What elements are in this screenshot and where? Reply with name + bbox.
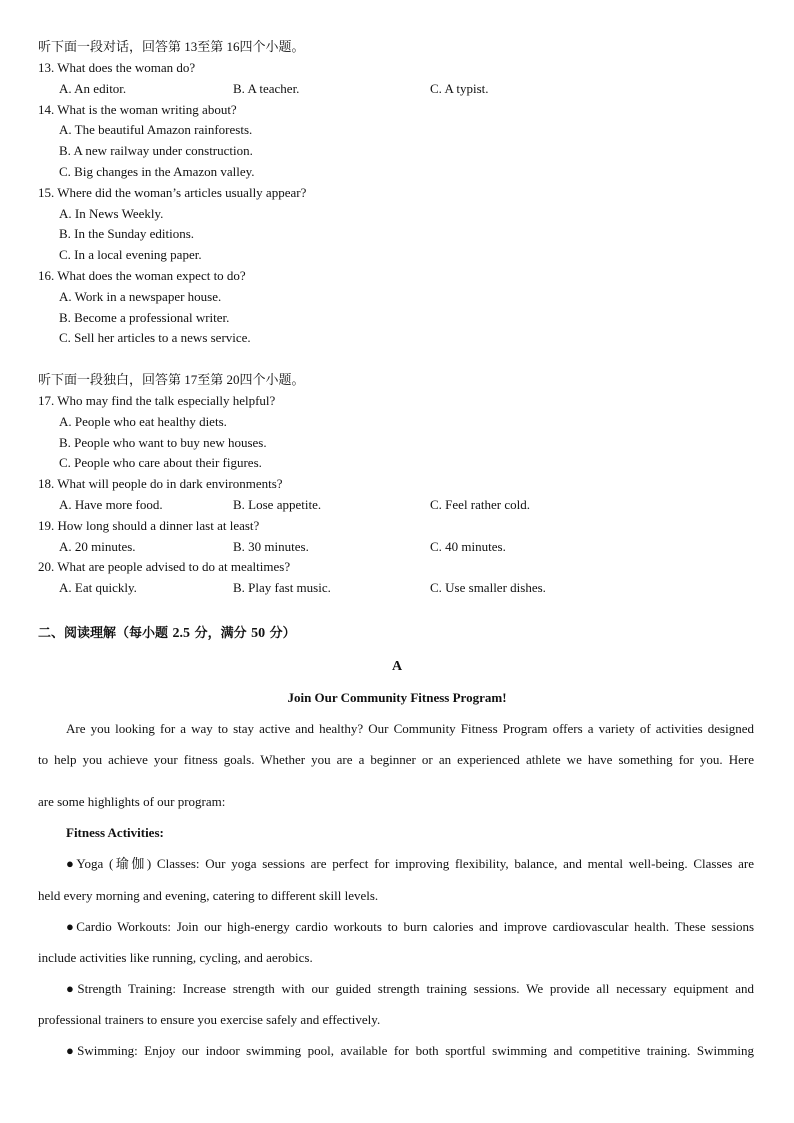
question-13-option-c: C. A typist. xyxy=(430,81,489,96)
section-heading-suffix: 分） xyxy=(269,626,296,641)
section-heading-mid: 分，满分 xyxy=(194,626,247,641)
yoga-line-2: held every morning and evening, catering to different skill levels. xyxy=(38,888,379,903)
intro-line-3: are some highlights of our program: xyxy=(38,794,226,809)
intro-line-1: Are you looking for a way to stay active and healthy? Our Community Fitness Program offers a variety of activities designed xyxy=(66,721,754,736)
question-14-option-a: A. The beautiful Amazon rainforests. xyxy=(59,122,253,137)
question-18-option-c: C. Feel rather cold. xyxy=(430,497,530,512)
question-13-stem: 13. What does the woman do? xyxy=(38,60,196,75)
dialogue-intro: 听下面一段对话，回答第 13至第 16四个小题。 xyxy=(38,39,305,54)
reading-section-heading xyxy=(38,626,296,642)
question-14-stem: 14. What is the woman writing about? xyxy=(38,102,237,117)
question-19-option-a: A. 20 minutes. xyxy=(59,539,136,554)
question-20-option-a: A. Eat quickly. xyxy=(59,580,137,595)
question-18-option-b: B. Lose appetite. xyxy=(233,497,322,512)
monologue-intro: 听下面一段独白，回答第 17至第 20四个小题。 xyxy=(38,372,305,387)
strength-line-1: ●Strength Training: Increase strength with our guided strength training sessions. We provide all necessary equipment and xyxy=(66,981,754,996)
question-15-option-c: C. In a local evening paper. xyxy=(59,247,202,262)
question-15-option-b: B. In the Sunday editions. xyxy=(59,226,195,241)
question-16-option-c: C. Sell her articles to a news service. xyxy=(59,330,251,345)
question-17-stem: 17. Who may find the talk especially helpful? xyxy=(38,393,276,408)
question-17-option-b: B. People who want to buy new houses. xyxy=(59,435,267,450)
passage-title: Join Our Community Fitness Program! xyxy=(287,690,507,705)
question-19-option-c: C. 40 minutes. xyxy=(430,539,506,554)
question-20-option-c: C. Use smaller dishes. xyxy=(430,580,546,595)
question-18-stem: 18. What will people do in dark environments? xyxy=(38,476,283,491)
strength-line-2: professional trainers to ensure you exercise safely and effectively. xyxy=(38,1012,381,1027)
question-15-stem: 15. Where did the woman’s articles usually appear? xyxy=(38,185,307,200)
question-18-option-a: A. Have more food. xyxy=(59,497,163,512)
question-20-stem: 20. What are people advised to do at mealtimes? xyxy=(38,559,291,574)
cardio-line-2: include activities like running, cycling, and aerobics. xyxy=(38,950,313,965)
section-total-score: 50 xyxy=(251,626,266,641)
section-heading-prefix: 二、阅读理解（每小题 xyxy=(38,626,169,641)
question-14-option-c: C. Big changes in the Amazon valley. xyxy=(59,164,255,179)
intro-line-2: to help you achieve your fitness goals. Whether you are a beginner or an experienced athlete we have something for you. Here xyxy=(38,752,754,767)
activities-heading: Fitness Activities: xyxy=(66,825,164,840)
yoga-line-1: ●Yoga (瑜伽) Classes: Our yoga sessions are perfect for improving flexibility, balance, and mental well-being. Classes are xyxy=(66,856,754,871)
swimming-line-1: ●Swimming: Enjoy our indoor swimming pool, available for both sportful swimming and competitive training. Swimming xyxy=(66,1043,754,1058)
question-19-option-b: B. 30 minutes. xyxy=(233,539,309,554)
question-19-stem: 19. How long should a dinner last at least? xyxy=(38,518,260,533)
question-16-option-a: A. Work in a newspaper house. xyxy=(59,289,222,304)
question-15-option-a: A. In News Weekly. xyxy=(59,206,164,221)
question-17-option-a: A. People who eat healthy diets. xyxy=(59,414,227,429)
question-14-option-b: B. A new railway under construction. xyxy=(59,143,253,158)
question-20-option-b: B. Play fast music. xyxy=(233,580,331,595)
question-17-option-c: C. People who care about their figures. xyxy=(59,455,262,470)
question-16-stem: 16. What does the woman expect to do? xyxy=(38,268,246,283)
question-13-option-a: A. An editor. xyxy=(59,81,127,96)
cardio-line-1: ●Cardio Workouts: Join our high-energy cardio workouts to burn calories and improve cardiovascular health. These sessions xyxy=(66,919,754,934)
passage-letter: A xyxy=(391,659,403,674)
question-16-option-b: B. Become a professional writer. xyxy=(59,310,230,325)
section-score-per-item: 2.5 xyxy=(172,626,191,641)
question-13-option-b: B. A teacher. xyxy=(233,81,300,96)
